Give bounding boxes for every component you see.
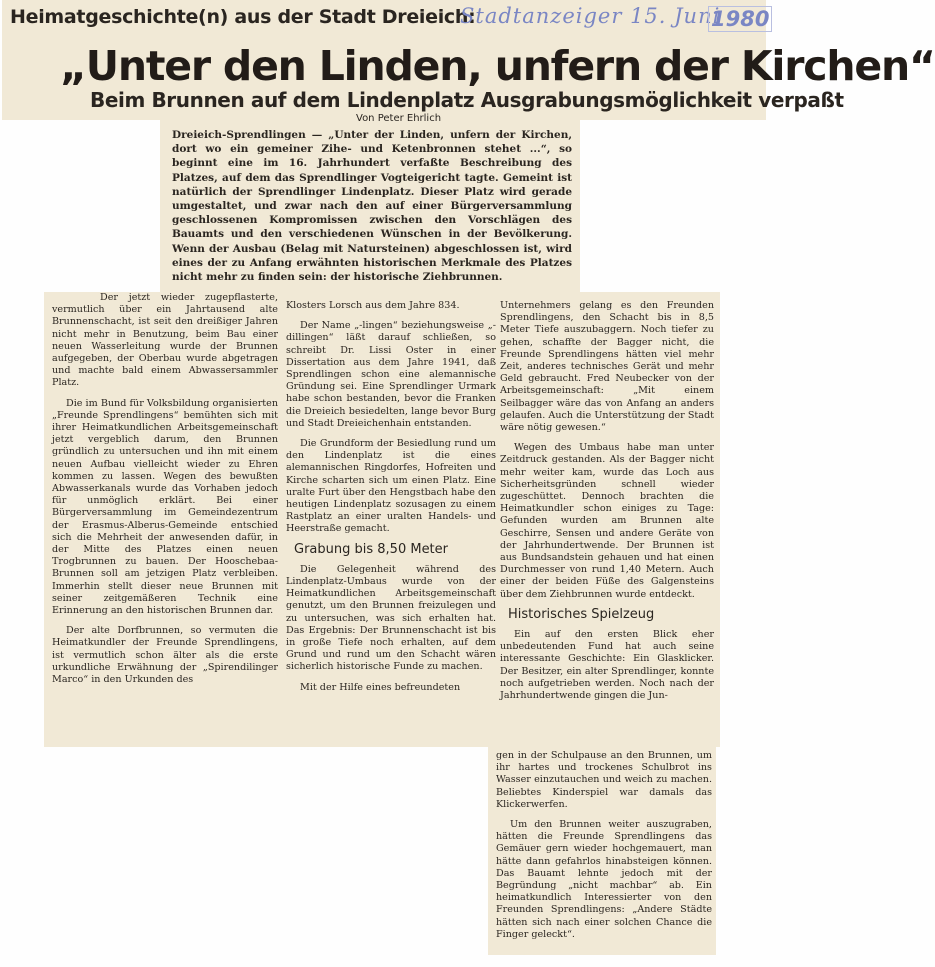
- paragraph: Mit der Hilfe eines befreundeten: [300, 681, 461, 693]
- subheadline: Beim Brunnen auf dem Lindenplatz Ausgrabungsmöglichkeit verpaßt: [90, 88, 844, 112]
- paragraph: Um den Brunnen weiter auszugraben, hätten die Freunde Sprendlingens das Gemäuer gern wieder hochgemauert, man hätte dann gefahrlos hinabsteigen können. Das Bauamt lehnte jedoch mit der Begründung „nicht machbar“ ab. Ein heimatkundlich Interessierter von den Freunden Sprendlingens: „Andere Städte hätten sich nach einer solchen Chance die Finger geleckt“.: [496, 819, 712, 940]
- paragraph: gen in der Schulpause an den Brunnen, um ihr hartes und trockenes Schulbrot ins Wasser einzutauchen und weich zu machen. Beliebtes Kinderspiel war damals das Klickerwerfen.: [496, 750, 712, 810]
- section-heading: Historisches Spielzeug: [508, 606, 655, 622]
- paragraph: Der jetzt wieder zugepflasterte, vermutlich über ein Jahrtausend alte Brunnenschacht, ist seit den dreißiger Jahren nicht mehr in Benutzung, beim Bau einer neuen Wasserleitung wurde der Brunnen aufgegeben, der Oberbau wurde abgetragen und machte bald einem Abwassersammler Platz.: [52, 292, 278, 389]
- headline: „Unter den Linden, unfern der Kirchen“: [60, 42, 935, 90]
- lead-paragraph: Dreieich-Sprendlingen — „Unter der Linden, unfern der Kirchen, dort wo ein gemeiner Zihe- und Ketenbronnen stehet ...“, so beginnt eine im 16. Jahrhundert verfaßte Beschreibung des Platzes, auf dem das Sprendlinger Vogteigericht tagte. Gemeint ist natürlich der Sprendlinger Lindenplatz. Dieser Platz wird gerade umgestaltet, und zwar nach den auf einer Bürgerversammlung geschlossenen Kompromissen zwischen den Vorschlägen des Bauamts und den verschiedenen Wünschen in der Bevölkerung. Wenn der Ausbau (Belag mit Natursteinen) abgeschlossen ist, wird eines der zu Anfang erwähnten historischen Merkmale des Platzes nicht mehr zu finden sein: der historische Ziehbrunnen.: [172, 129, 572, 284]
- article-column-2: [286, 300, 496, 702]
- article-column-1: [52, 292, 278, 694]
- kicker-line: Heimatgeschichte(n) aus der Stadt Dreieich:: [10, 6, 476, 28]
- handwritten-year: 1980: [708, 6, 772, 32]
- handwritten-source-note: Stadtanzeiger 15. Juni: [460, 4, 721, 28]
- article-column-continuation: [496, 750, 712, 949]
- article-column-3: [500, 300, 714, 710]
- paragraph: Ein auf den ersten Blick eher unbedeutenden Fund hat auch seine interessante Geschichte: Ein Glasklicker. Der Besitzer, ein alter Sprendlinger, konnte noch aufgetrieben werden. Noch nach der Jahrhundertwende gingen die Jun-: [500, 629, 714, 702]
- paragraph: Der Name „-lingen“ beziehungsweise „-dillingen“ läßt darauf schließen, so schreibt Dr. Lissi Oster in einer Dissertation aus dem Jahre 1941, daß Sprendlingen schon eine alemannische Gründung sei. Eine Sprendlinger Urmark habe schon bestanden, bevor die Franken die Dreieich besiedelten, lange bevor Burg und Stadt Dreieichenhain entstanden.: [286, 320, 496, 429]
- paragraph: Unternehmers gelang es den Freunden Sprendlingens, den Schacht bis in 8,5 Meter Tiefe auszubaggern. Noch tiefer zu gehen, schaffte der Bagger nicht, die Freunde Sprendlingens hätten viel mehr Zeit, anderes technisches Gerät und mehr Geld gebraucht. Fred Neubecker von der Arbeitsgemeinschaft: „Mit einem Seilbagger wäre das von Anfang an anders gelaufen. Auch die Unterstützung der Stadt wäre nötig gewesen.“: [500, 300, 714, 434]
- paragraph: Klosters Lorsch aus dem Jahre 834.: [286, 300, 460, 311]
- paragraph: Die Grundform der Besiedlung rund um den Lindenplatz ist die eines alemannischen Ringdorfes, Hofreiten und Kirche scharten sich um einen Platz. Eine uralte Furt über den Hengstbach habe den heutigen Lindenplatz sozusagen zu einem Rastplatz an einer uralten Handels- und Heerstraße gemacht.: [286, 438, 496, 535]
- paragraph: Der alte Dorfbrunnen, so vermuten die Heimatkundler der Freunde Sprendlingens, ist vermutlich schon älter als die erste urkundliche Erwähnung der „Spirendilinger Marco“ in den Urkunden des: [52, 625, 278, 686]
- paragraph: Die Gelegenheit während des Lindenplatz-Umbaus wurde von der Heimatkundlichen Arbeitsgemeinschaft genutzt, um den Brunnen freizulegen und zu untersuchen, was sich erhalten hat. Das Ergebnis: Der Brunnenschacht ist bis in große Tiefe noch erhalten, auf dem Grund und rund um den Schacht wären sicherlich historische Funde zu machen.: [286, 563, 496, 673]
- paragraph: Wegen des Umbaus habe man unter Zeitdruck gestanden. Als der Bagger nicht mehr weiter kam, wurde das Loch aus Sicherheitsgründen schnell wieder zugeschüttet. Dennoch brachten die Heimatkundler schon einiges zu Tage: Gefunden wurden am Brunnen alte Geschirre, Sensen und andere Geräte von der Jahrhundertwende. Der Brunnen ist aus Bundsandstein gehauen und hat einen Durchmesser von rund 1,40 Metern. Auch einer der beiden Füße des Galgensteins über dem Ziehbrunnen wurde entdeckt.: [500, 442, 714, 600]
- byline: Von Peter Ehrlich: [356, 113, 442, 124]
- paragraph: Die im Bund für Volksbildung organisierten „Freunde Sprendlingens“ bemühten sich mit ihrer Heimatkundlichen Arbeitsgemeinschaft jetzt vergeblich darum, den Brunnen gründlich zu untersuchen und ihn mit einem neuen Aufbau vielleicht wieder zu Ehren kommen zu lassen. Wegen des bewußten Abwasserkanals wurde das Vorhaben jedoch für unmöglich erklärt. Bei einer Bürgerversammlung im Gemeindezentrum der Erasmus-Alberus-Gemeinde entschied sich die Mehrheit der anwesenden dafür, in der Mitte des Platzes einen neuen Trogbrunnen zu bauen. Der Hooschebaa-Brunnen soll am jetzigen Platz verbleiben. Immerhin stellt dieser neue Brunnen mit seiner zeitgemäßeren Technik eine Erinnerung an den historischen Brunnen dar.: [52, 397, 278, 617]
- section-heading: Grabung bis 8,50 Meter: [294, 541, 449, 557]
